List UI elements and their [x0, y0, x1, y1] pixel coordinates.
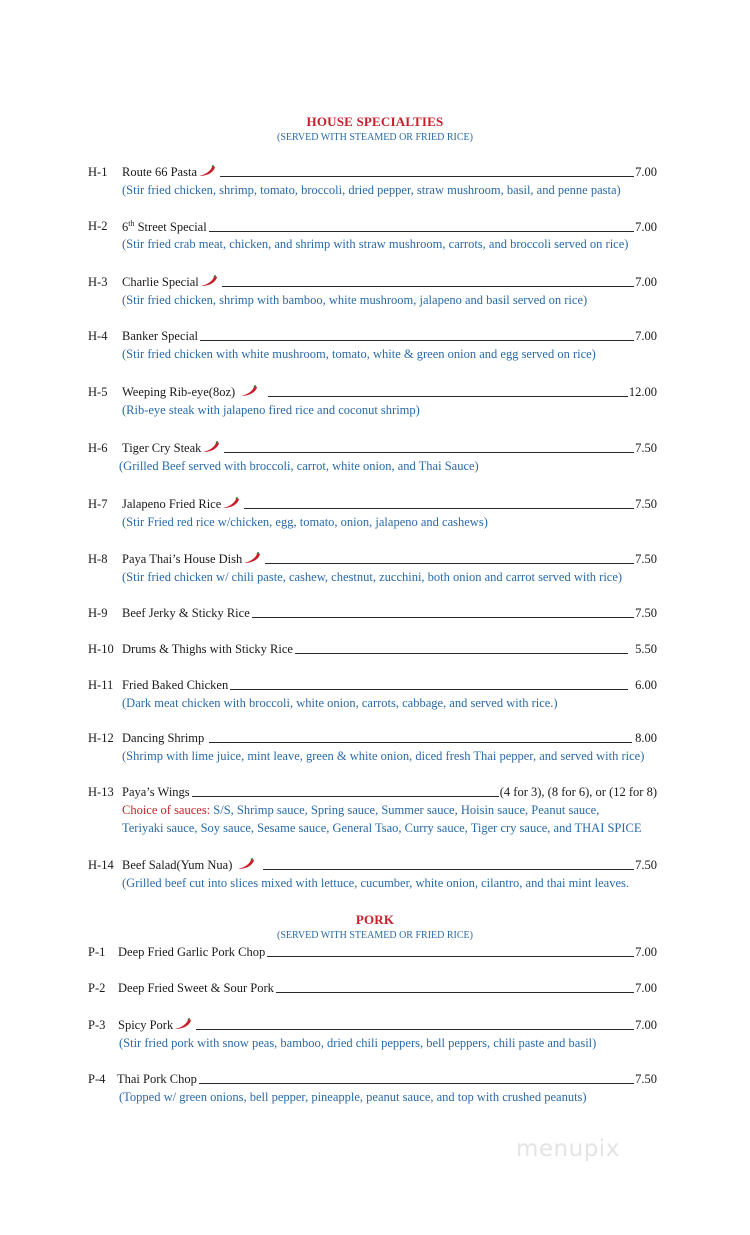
item-name: Beef Salad(Yum Nua) — [122, 858, 233, 872]
leader-line — [265, 563, 634, 564]
item-price: 7.00 — [635, 981, 657, 995]
item-code: P-3 — [88, 1018, 106, 1032]
item-description: (Rib-eye steak with jalapeno fired rice and coconut shrimp) — [122, 403, 420, 417]
item-line — [122, 329, 657, 344]
item-code: H-7 — [88, 497, 108, 511]
item-price: 6.00 — [635, 678, 657, 692]
item-code: H-3 — [88, 275, 108, 289]
sauce-choices-label: Choice of sauces: — [122, 803, 211, 817]
leader-line — [267, 956, 634, 957]
item-code: H-12 — [88, 731, 114, 745]
leader-line — [199, 1083, 634, 1084]
item-code: H-5 — [88, 385, 108, 399]
item-name: Deep Fried Sweet & Sour Pork — [118, 981, 274, 995]
item-name-number: 6 — [122, 220, 129, 235]
item-description: (Stir fried crab meat, chicken, and shrimp with straw mushroom, carrots, and broccoli served on rice) — [122, 237, 629, 251]
item-name: Tiger Cry Steak — [122, 441, 202, 455]
item-line — [122, 275, 657, 290]
item-description: (Stir fried chicken w/ chili paste, cashew, chestnut, zucchini, both onion and carrot served with rice) — [122, 570, 623, 584]
item-name — [122, 219, 207, 235]
item-description: (Dark meat chicken with broccoli, white onion, carrots, cabbage, and served with rice.) — [122, 696, 558, 710]
item-price: 7.00 — [635, 329, 657, 343]
leader-line — [276, 992, 634, 993]
item-line — [118, 981, 657, 996]
leader-line — [295, 653, 628, 654]
item-price: 8.00 — [635, 731, 657, 745]
item-code: H-8 — [88, 552, 108, 566]
item-description: (Grilled Beef served with broccoli, carrot, white onion, and Thai Sauce) — [119, 459, 479, 473]
chili-pepper-icon — [237, 858, 255, 870]
item-name: Fried Baked Chicken — [122, 678, 229, 692]
sauce-choices — [122, 803, 682, 818]
section-subtitle-pork: (SERVED WITH STEAMED OR FRIED RICE) — [277, 930, 473, 941]
item-line — [122, 219, 657, 235]
item-line — [122, 441, 657, 456]
item-line — [122, 678, 657, 693]
sauce-choices-list: S/S, Shrimp sauce, Spring sauce, Summer sauce, Hoisin sauce, Peanut sauce, — [210, 803, 600, 817]
chili-pepper-icon — [202, 441, 220, 453]
item-price: 7.00 — [635, 945, 657, 959]
leader-line — [224, 452, 634, 453]
item-line — [122, 606, 657, 621]
item-price: 7.00 — [635, 275, 657, 289]
item-name: Dancing Shrimp — [122, 731, 205, 745]
item-price: 7.50 — [635, 858, 657, 872]
leader-line — [244, 508, 634, 509]
item-code: H-1 — [88, 165, 108, 179]
item-name-ordinal-suffix: th — [128, 219, 135, 228]
item-description: (Stir fried chicken, shrimp, tomato, broccoli, dried pepper, straw mushroom, basil, and penne pasta) — [122, 183, 621, 197]
item-name: Beef Jerky & Sticky Rice — [122, 606, 250, 620]
item-name: Charlie Special — [122, 275, 199, 289]
section-subtitle-house-specialties: (SERVED WITH STEAMED OR FRIED RICE) — [277, 132, 473, 143]
chili-pepper-icon — [240, 385, 258, 397]
item-code: P-2 — [88, 981, 106, 995]
leader-line — [196, 1029, 634, 1030]
item-code: H-10 — [88, 642, 114, 656]
chili-pepper-icon — [222, 497, 240, 509]
item-description: (Stir fried chicken, shrimp with bamboo, white mushroom, jalapeno and basil served on rice) — [122, 293, 588, 307]
item-line — [122, 165, 657, 180]
item-name: Thai Pork Chop — [117, 1072, 197, 1086]
item-name: Banker Special — [122, 329, 199, 343]
leader-line — [220, 176, 634, 177]
item-code: H-4 — [88, 329, 108, 343]
item-code: H-13 — [88, 785, 114, 799]
item-line — [122, 385, 657, 400]
chili-pepper-icon — [243, 552, 261, 564]
item-name: Weeping Rib-eye(8oz) — [122, 385, 236, 399]
item-code: P-4 — [88, 1072, 106, 1086]
item-price: 7.50 — [635, 552, 657, 566]
item-line — [122, 858, 657, 873]
section-title-house-specialties: HOUSE SPECIALTIES — [306, 114, 444, 129]
leader-line — [192, 796, 499, 797]
leader-line — [200, 340, 634, 341]
item-line — [122, 731, 657, 746]
item-name: Route 66 Pasta — [122, 165, 197, 179]
item-line — [117, 1072, 657, 1087]
item-price: 12.00 — [628, 385, 657, 399]
item-price: 7.50 — [635, 497, 657, 511]
item-line — [122, 552, 657, 567]
item-code: H-6 — [88, 441, 108, 455]
item-name: Spicy Pork — [118, 1018, 174, 1032]
item-price: 7.50 — [635, 1072, 657, 1086]
item-code: P-1 — [88, 945, 106, 959]
watermark: menupix — [516, 1136, 620, 1162]
item-line — [122, 497, 657, 512]
item-description: (Stir Fried red rice w/chicken, egg, tomato, onion, jalapeno and cashews) — [122, 515, 488, 529]
section-title-pork: PORK — [355, 912, 395, 927]
item-code: H-9 — [88, 606, 108, 620]
item-description: (Grilled beef cut into slices mixed with lettuce, cucumber, white onion, cilantro, and thai mint leaves. — [122, 876, 629, 890]
item-code: H-2 — [88, 219, 108, 233]
item-name: Drums & Thighs with Sticky Rice — [122, 642, 293, 656]
item-description: (Shrimp with lime juice, mint leave, green & white onion, diced fresh Thai pepper, and served with rice) — [122, 749, 645, 763]
leader-line — [209, 742, 632, 743]
item-price: 5.50 — [635, 642, 657, 656]
item-description: (Stir fried pork with snow peas, bamboo, dried chili peppers, bell peppers, chili paste and basil) — [119, 1036, 597, 1050]
leader-line — [263, 869, 634, 870]
item-name: Paya’s Wings — [122, 785, 190, 799]
chili-pepper-icon — [198, 165, 216, 177]
item-line — [118, 1018, 657, 1033]
item-code: H-14 — [88, 858, 114, 872]
item-name: Jalapeno Fried Rice — [122, 497, 222, 511]
item-price: 7.50 — [635, 441, 657, 455]
item-price: 7.00 — [635, 220, 657, 235]
item-price: 7.50 — [635, 606, 657, 620]
item-price: (4 for 3), (8 for 6), or (12 for 8) — [499, 785, 657, 799]
chili-pepper-icon — [174, 1018, 192, 1030]
leader-line — [230, 689, 628, 690]
leader-line — [209, 231, 634, 232]
chili-pepper-icon — [200, 275, 218, 287]
item-price: 7.00 — [635, 165, 657, 179]
item-code: H-11 — [88, 678, 114, 692]
item-name-rest: Street Special — [134, 220, 207, 235]
sauce-choices-continued: Teriyaki sauce, Soy sauce, Sesame sauce, General Tsao, Curry sauce, Tiger cry sauce, and THAI SPICE — [122, 821, 642, 835]
item-description: (Stir fried chicken with white mushroom, tomato, white & green onion and egg served on rice) — [122, 347, 596, 361]
item-name: Deep Fried Garlic Pork Chop — [118, 945, 266, 959]
item-line — [122, 785, 657, 800]
item-name: Paya Thai’s House Dish — [122, 552, 243, 566]
item-line — [122, 642, 657, 657]
item-description: (Topped w/ green onions, bell pepper, pineapple, peanut sauce, and top with crushed peanuts) — [119, 1090, 587, 1104]
item-price: 7.00 — [635, 1018, 657, 1032]
leader-line — [268, 396, 628, 397]
leader-line — [252, 617, 634, 618]
leader-line — [222, 286, 634, 287]
item-line — [118, 945, 657, 960]
